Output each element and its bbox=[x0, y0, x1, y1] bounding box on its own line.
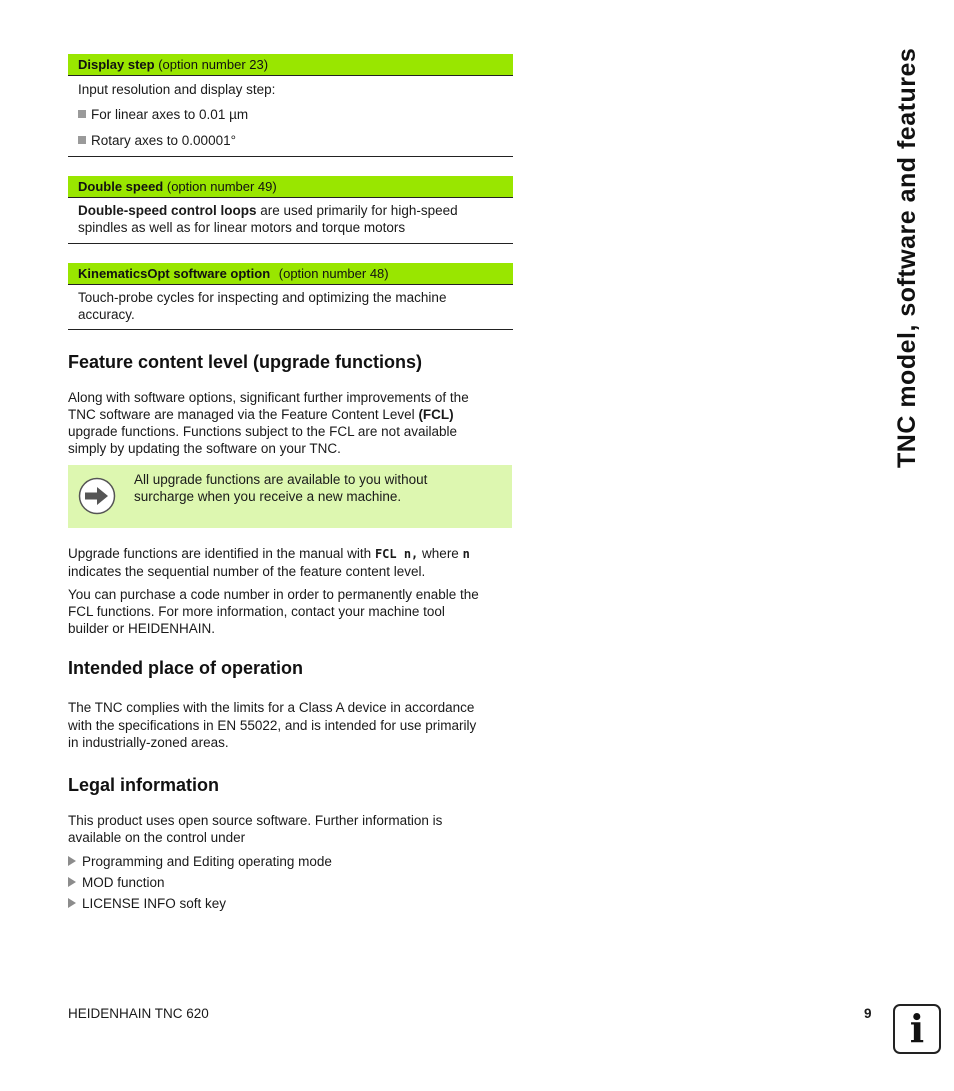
side-chapter-title: TNC model, software and features bbox=[893, 47, 921, 468]
note-text: All upgrade functions are available to you without surcharge when you receive a new machine. bbox=[134, 472, 428, 504]
info-icon: i bbox=[893, 1004, 941, 1054]
list-item: For linear axes to 0.01 µm bbox=[78, 106, 248, 123]
list-item: Programming and Editing operating mode bbox=[68, 853, 332, 870]
option-header-double-speed bbox=[68, 176, 513, 197]
section-heading-fcl: Feature content level (upgrade functions) bbox=[68, 352, 423, 372]
list-item: MOD function bbox=[68, 874, 165, 891]
divider bbox=[68, 284, 513, 285]
option-description: Double-speed control loops are used primarily for high-speed spindles as well as for linear motors and torque motors bbox=[78, 203, 458, 235]
section-heading-place: Intended place of operation bbox=[68, 658, 304, 678]
list-item: LICENSE INFO soft key bbox=[68, 895, 226, 912]
square-bullet-icon bbox=[78, 110, 86, 118]
fcl-paragraph: Along with software options, significant further improvements of the TNC software are managed via the Feature Content Level (FCL) upgrade functions. Functions subject to the FCL are not available simply by updating the software on your TNC. bbox=[68, 390, 469, 456]
square-bullet-icon bbox=[78, 136, 86, 144]
note-box bbox=[68, 465, 512, 528]
fcl-purchase-paragraph: You can purchase a code number in order to permanently enable the FCL functions. For more information, contact your machine tool builder or HEIDENHAIN. bbox=[68, 587, 479, 636]
option-number: (option number 48) bbox=[278, 266, 389, 281]
option-number: (option number 49) bbox=[166, 179, 277, 194]
divider bbox=[68, 329, 513, 330]
page-number: 9 bbox=[864, 1006, 872, 1021]
arrow-right-icon bbox=[78, 477, 116, 515]
footer-product: HEIDENHAIN TNC 620 bbox=[68, 1006, 209, 1021]
triangle-bullet-icon bbox=[68, 898, 76, 908]
section-heading-legal: Legal information bbox=[68, 775, 220, 795]
triangle-bullet-icon bbox=[68, 856, 76, 866]
option-name: Display step bbox=[78, 57, 155, 72]
divider bbox=[68, 156, 513, 157]
legal-paragraph: This product uses open source software. Further information is available on the control under bbox=[68, 813, 443, 845]
divider bbox=[68, 243, 513, 244]
divider bbox=[68, 197, 513, 198]
divider bbox=[68, 75, 513, 76]
option-description: Touch-probe cycles for inspecting and optimizing the machine accuracy. bbox=[78, 290, 447, 322]
option-name: KinematicsOpt software option bbox=[78, 266, 271, 281]
option-name: Double speed bbox=[78, 179, 164, 194]
option-number: (option number 23) bbox=[158, 57, 269, 72]
option-intro: Input resolution and display step: bbox=[78, 82, 276, 97]
option-header-display-step bbox=[68, 54, 513, 75]
fcl-identification-paragraph: Upgrade functions are identified in the manual with FCL n, where n indicates the sequential number of the feature content level. bbox=[68, 546, 470, 579]
triangle-bullet-icon bbox=[68, 877, 76, 887]
list-item: Rotary axes to 0.00001° bbox=[78, 132, 236, 149]
option-header-kinematicsopt bbox=[68, 263, 513, 284]
place-paragraph: The TNC complies with the limits for a Class A device in accordance with the specifications in EN 55022, and is intended for use primarily in industrially-zoned areas. bbox=[68, 700, 477, 750]
